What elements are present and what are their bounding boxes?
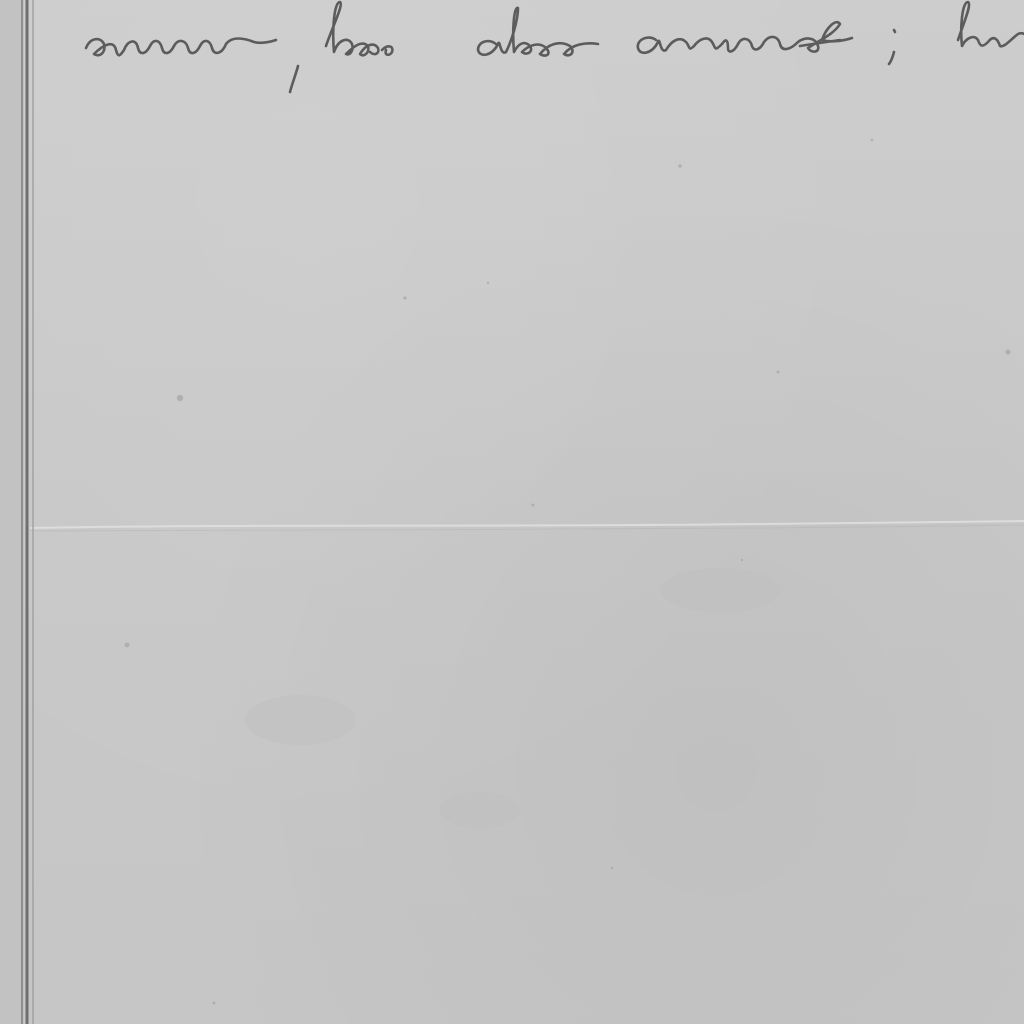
margin-rule bbox=[0, 0, 40, 1024]
handwritten-line bbox=[0, 0, 1024, 120]
